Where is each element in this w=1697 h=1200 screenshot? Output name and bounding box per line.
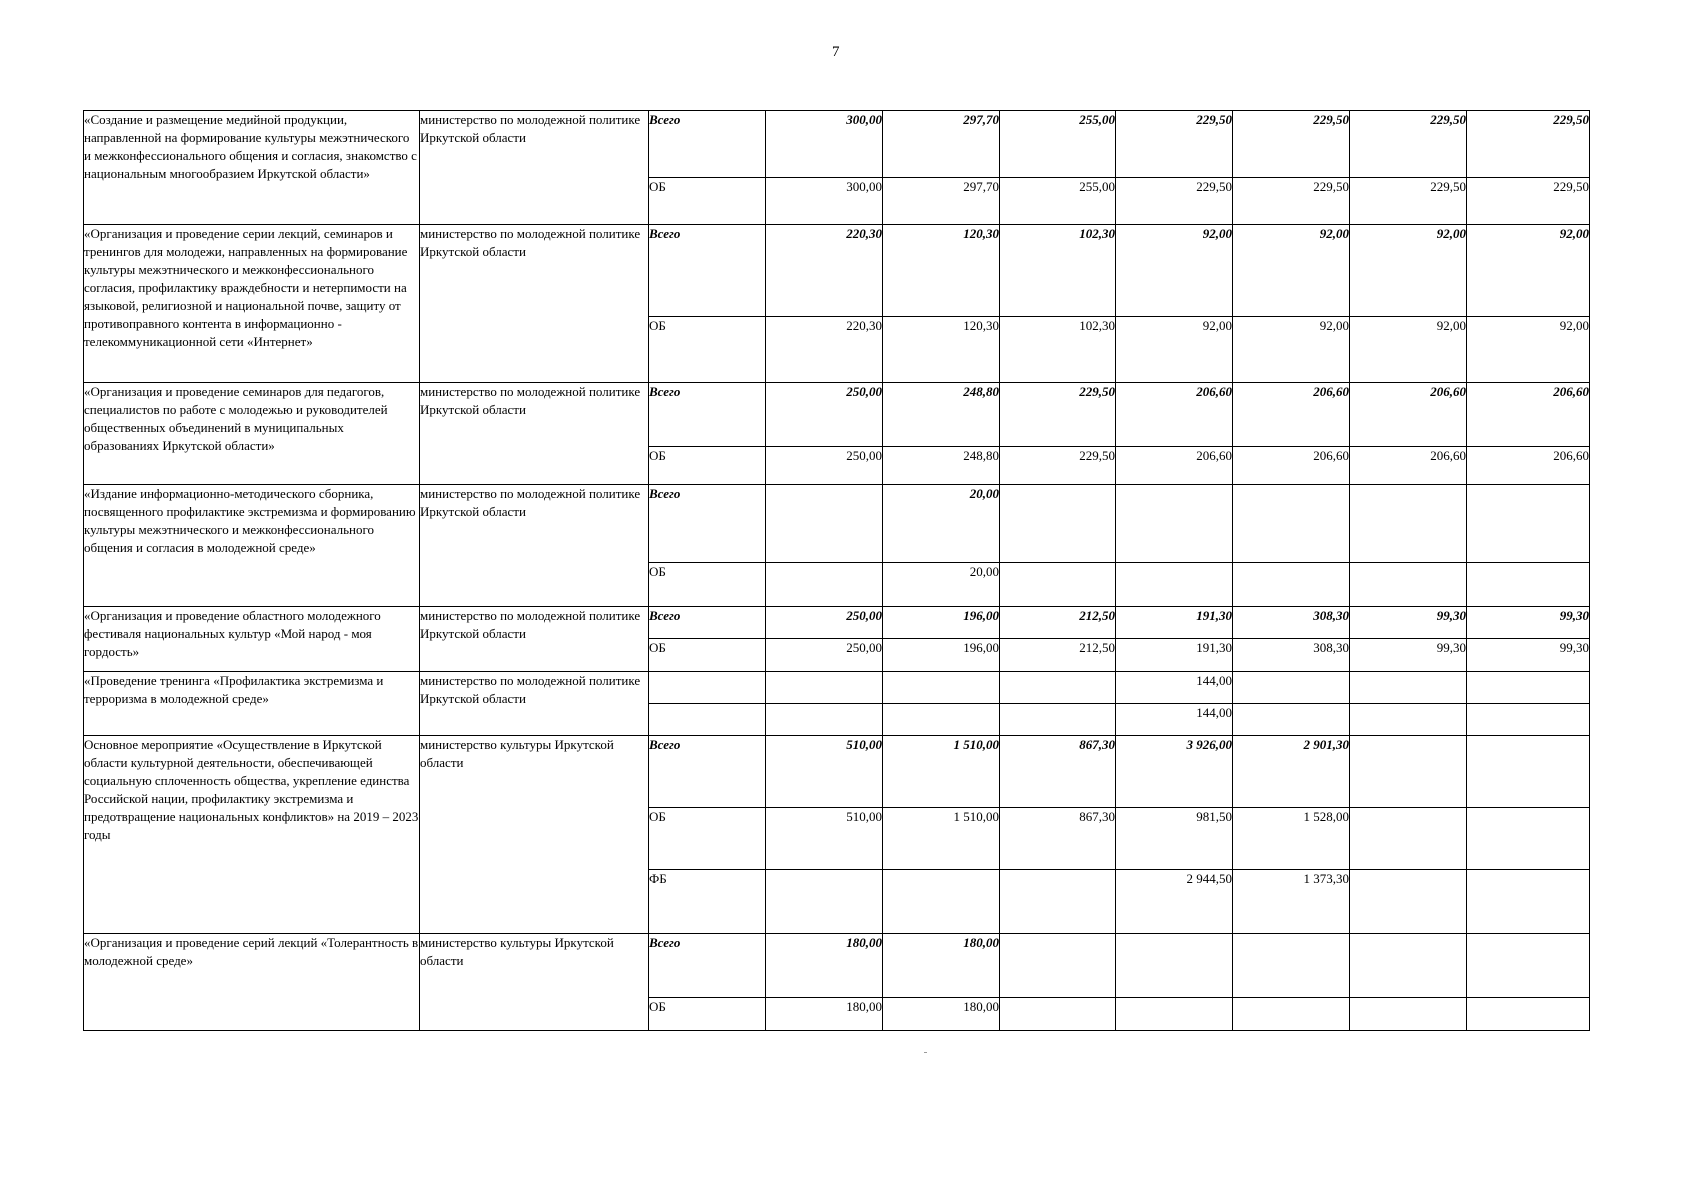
funding-source-cell — [649, 672, 766, 704]
activity-name-cell: «Издание информационно-методического сборника, посвященного профилактике экстремизма и формированию культуры межэтнического и межконфессионального общения и согласия в молодежной среде» — [84, 485, 420, 607]
amount-cell: 2 944,50 — [1116, 870, 1233, 934]
activity-name-cell: «Проведение тренинга «Профилактика экстремизма и терроризма в молодежной среде» — [84, 672, 420, 736]
funding-source-cell: ОБ — [649, 998, 766, 1031]
amount-cell: 229,50 — [1467, 178, 1590, 225]
total-amount-cell: 250,00 — [766, 607, 883, 639]
amount-cell — [766, 870, 883, 934]
amount-cell — [1350, 808, 1467, 870]
amount-cell: 102,30 — [1000, 317, 1116, 383]
activity-name-cell: «Организация и проведение областного молодежного фестиваля национальных культур «Мой народ - моя гордость» — [84, 607, 420, 672]
total-amount-cell: 206,60 — [1116, 383, 1233, 447]
total-amount-cell — [1116, 485, 1233, 563]
amount-cell — [1116, 998, 1233, 1031]
amount-cell: 92,00 — [1350, 317, 1467, 383]
total-amount-cell — [1000, 485, 1116, 563]
activity-name-cell: «Создание и размещение медийной продукции, направленной на формирование культуры межэтнического и межконфессионального общения и согласия, знакомство с национальным многообразием Иркутской области» — [84, 111, 420, 225]
total-amount-cell: 300,00 — [766, 111, 883, 178]
amount-cell — [1233, 704, 1350, 736]
total-amount-cell: 255,00 — [1000, 111, 1116, 178]
total-amount-cell: 248,80 — [883, 383, 1000, 447]
funding-source-cell: ОБ — [649, 178, 766, 225]
amount-cell — [1116, 563, 1233, 607]
amount-cell: 206,60 — [1233, 447, 1350, 485]
total-amount-cell — [1350, 934, 1467, 998]
amount-cell: 250,00 — [766, 447, 883, 485]
total-amount-cell: 250,00 — [766, 383, 883, 447]
amount-cell: 99,30 — [1350, 639, 1467, 672]
total-amount-cell: 220,30 — [766, 225, 883, 317]
responsible-cell: министерство по молодежной политике Иркутской области — [420, 672, 649, 736]
amount-cell — [1467, 808, 1590, 870]
total-amount-cell — [1000, 934, 1116, 998]
amount-cell — [1000, 998, 1116, 1031]
amount-cell — [1000, 563, 1116, 607]
amount-cell: 229,50 — [1116, 178, 1233, 225]
responsible-cell: министерство по молодежной политике Иркутской области — [420, 111, 649, 225]
activity-name-cell: «Организация и проведение серии лекций, семинаров и тренингов для молодежи, направленных на формирование культуры межэтнического и межконфессионального согласия, профилактику враждебности и нетерпимости на языковой, религиозной и национальной почве, защиту от противоправного контента в информационно - телекоммуникационной сети «Интернет» — [84, 225, 420, 383]
funding-source-cell: Всего — [649, 607, 766, 639]
funding-source-cell: Всего — [649, 736, 766, 808]
total-amount-cell: 92,00 — [1350, 225, 1467, 317]
amount-cell: 180,00 — [883, 998, 1000, 1031]
total-amount-cell: 229,50 — [1233, 111, 1350, 178]
activity-name-cell: «Организация и проведение семинаров для педагогов, специалистов по работе с молодежью и руководителей общественных объединений в муниципальных образованиях Иркутской области» — [84, 383, 420, 485]
amount-cell: 867,30 — [1000, 808, 1116, 870]
total-amount-cell — [1467, 485, 1590, 563]
total-amount-cell: 180,00 — [766, 934, 883, 998]
table-row — [84, 607, 1590, 639]
funding-source-cell: Всего — [649, 111, 766, 178]
funding-source-cell: Всего — [649, 225, 766, 317]
amount-cell: 206,60 — [1350, 447, 1467, 485]
responsible-cell: министерство по молодежной политике Иркутской области — [420, 485, 649, 607]
funding-source-cell: ОБ — [649, 563, 766, 607]
amount-cell — [1233, 563, 1350, 607]
amount-cell: 144,00 — [1116, 672, 1233, 704]
amount-cell — [1350, 563, 1467, 607]
table-row — [84, 225, 1590, 317]
amount-cell: 99,30 — [1467, 639, 1590, 672]
amount-cell — [1467, 998, 1590, 1031]
amount-cell — [1350, 870, 1467, 934]
funding-table — [83, 110, 1590, 1031]
amount-cell — [1467, 704, 1590, 736]
table-row — [84, 485, 1590, 563]
amount-cell: 1 510,00 — [883, 808, 1000, 870]
amount-cell: 220,30 — [766, 317, 883, 383]
total-amount-cell — [1350, 485, 1467, 563]
total-amount-cell: 206,60 — [1467, 383, 1590, 447]
amount-cell — [1000, 870, 1116, 934]
table-row — [84, 934, 1590, 998]
amount-cell: 300,00 — [766, 178, 883, 225]
amount-cell: 229,50 — [1000, 447, 1116, 485]
amount-cell: 510,00 — [766, 808, 883, 870]
total-amount-cell: 191,30 — [1116, 607, 1233, 639]
total-amount-cell — [1350, 736, 1467, 808]
table-row — [84, 736, 1590, 808]
total-amount-cell: 99,30 — [1350, 607, 1467, 639]
table-body — [84, 111, 1590, 1031]
total-amount-cell: 308,30 — [1233, 607, 1350, 639]
amount-cell: 250,00 — [766, 639, 883, 672]
amount-cell: 297,70 — [883, 178, 1000, 225]
amount-cell: 206,60 — [1467, 447, 1590, 485]
amount-cell — [1000, 672, 1116, 704]
amount-cell: 1 528,00 — [1233, 808, 1350, 870]
total-amount-cell: 92,00 — [1467, 225, 1590, 317]
total-amount-cell — [1233, 485, 1350, 563]
amount-cell — [1467, 672, 1590, 704]
activity-name-cell: «Организация и проведение серий лекций «Толерантность в молодежной среде» — [84, 934, 420, 1031]
funding-source-cell: ОБ — [649, 808, 766, 870]
total-amount-cell: 120,30 — [883, 225, 1000, 317]
total-amount-cell: 297,70 — [883, 111, 1000, 178]
amount-cell — [1233, 672, 1350, 704]
total-amount-cell: 229,50 — [1467, 111, 1590, 178]
amount-cell: 191,30 — [1116, 639, 1233, 672]
total-amount-cell: 20,00 — [883, 485, 1000, 563]
amount-cell — [1467, 870, 1590, 934]
amount-cell: 229,50 — [1233, 178, 1350, 225]
total-amount-cell: 212,50 — [1000, 607, 1116, 639]
activity-name-cell: Основное мероприятие «Осуществление в Иркутской области культурной деятельности, обеспечивающей социальную сплоченность общества, укрепление единства Российской нации, профилактику экстремизма и предотвращение национальных конфликтов» на 2019 – 2023 годы — [84, 736, 420, 934]
amount-cell — [1350, 704, 1467, 736]
amount-cell — [766, 563, 883, 607]
table-row — [84, 111, 1590, 178]
responsible-cell: министерство по молодежной политике Иркутской области — [420, 607, 649, 672]
total-amount-cell: 229,50 — [1000, 383, 1116, 447]
amount-cell — [766, 672, 883, 704]
page-number: 7 — [832, 44, 840, 60]
funding-source-cell — [649, 704, 766, 736]
funding-source-cell: ОБ — [649, 447, 766, 485]
total-amount-cell: 867,30 — [1000, 736, 1116, 808]
table-row — [84, 672, 1590, 704]
responsible-cell: министерство культуры Иркутской области — [420, 736, 649, 934]
amount-cell — [883, 672, 1000, 704]
amount-cell: 92,00 — [1467, 317, 1590, 383]
amount-cell: 308,30 — [1233, 639, 1350, 672]
amount-cell: 212,50 — [1000, 639, 1116, 672]
total-amount-cell — [1116, 934, 1233, 998]
scan-speck — [924, 1052, 927, 1053]
funding-source-cell: Всего — [649, 934, 766, 998]
amount-cell: 255,00 — [1000, 178, 1116, 225]
amount-cell: 92,00 — [1233, 317, 1350, 383]
amount-cell — [1467, 563, 1590, 607]
amount-cell: 981,50 — [1116, 808, 1233, 870]
amount-cell — [1350, 998, 1467, 1031]
amount-cell: 180,00 — [766, 998, 883, 1031]
amount-cell: 20,00 — [883, 563, 1000, 607]
funding-source-cell: ОБ — [649, 639, 766, 672]
amount-cell: 120,30 — [883, 317, 1000, 383]
funding-source-cell: Всего — [649, 383, 766, 447]
amount-cell: 229,50 — [1350, 178, 1467, 225]
funding-source-cell: Всего — [649, 485, 766, 563]
table-row — [84, 383, 1590, 447]
amount-cell — [883, 704, 1000, 736]
total-amount-cell: 102,30 — [1000, 225, 1116, 317]
funding-source-cell: ОБ — [649, 317, 766, 383]
total-amount-cell: 180,00 — [883, 934, 1000, 998]
total-amount-cell: 229,50 — [1350, 111, 1467, 178]
amount-cell: 1 373,30 — [1233, 870, 1350, 934]
responsible-cell: министерство по молодежной политике Иркутской области — [420, 383, 649, 485]
amount-cell — [1350, 672, 1467, 704]
total-amount-cell: 1 510,00 — [883, 736, 1000, 808]
amount-cell — [883, 870, 1000, 934]
total-amount-cell: 99,30 — [1467, 607, 1590, 639]
amount-cell — [1000, 704, 1116, 736]
total-amount-cell: 92,00 — [1233, 225, 1350, 317]
funding-source-cell: ФБ — [649, 870, 766, 934]
amount-cell: 248,80 — [883, 447, 1000, 485]
total-amount-cell: 92,00 — [1116, 225, 1233, 317]
responsible-cell: министерство по молодежной политике Иркутской области — [420, 225, 649, 383]
responsible-cell: министерство культуры Иркутской области — [420, 934, 649, 1031]
amount-cell — [766, 704, 883, 736]
total-amount-cell: 206,60 — [1233, 383, 1350, 447]
total-amount-cell — [1467, 736, 1590, 808]
total-amount-cell: 196,00 — [883, 607, 1000, 639]
amount-cell: 92,00 — [1116, 317, 1233, 383]
total-amount-cell — [766, 485, 883, 563]
amount-cell: 206,60 — [1116, 447, 1233, 485]
amount-cell: 144,00 — [1116, 704, 1233, 736]
total-amount-cell: 510,00 — [766, 736, 883, 808]
total-amount-cell: 229,50 — [1116, 111, 1233, 178]
total-amount-cell: 3 926,00 — [1116, 736, 1233, 808]
total-amount-cell: 2 901,30 — [1233, 736, 1350, 808]
amount-cell — [1233, 998, 1350, 1031]
total-amount-cell — [1467, 934, 1590, 998]
total-amount-cell — [1233, 934, 1350, 998]
total-amount-cell: 206,60 — [1350, 383, 1467, 447]
amount-cell: 196,00 — [883, 639, 1000, 672]
